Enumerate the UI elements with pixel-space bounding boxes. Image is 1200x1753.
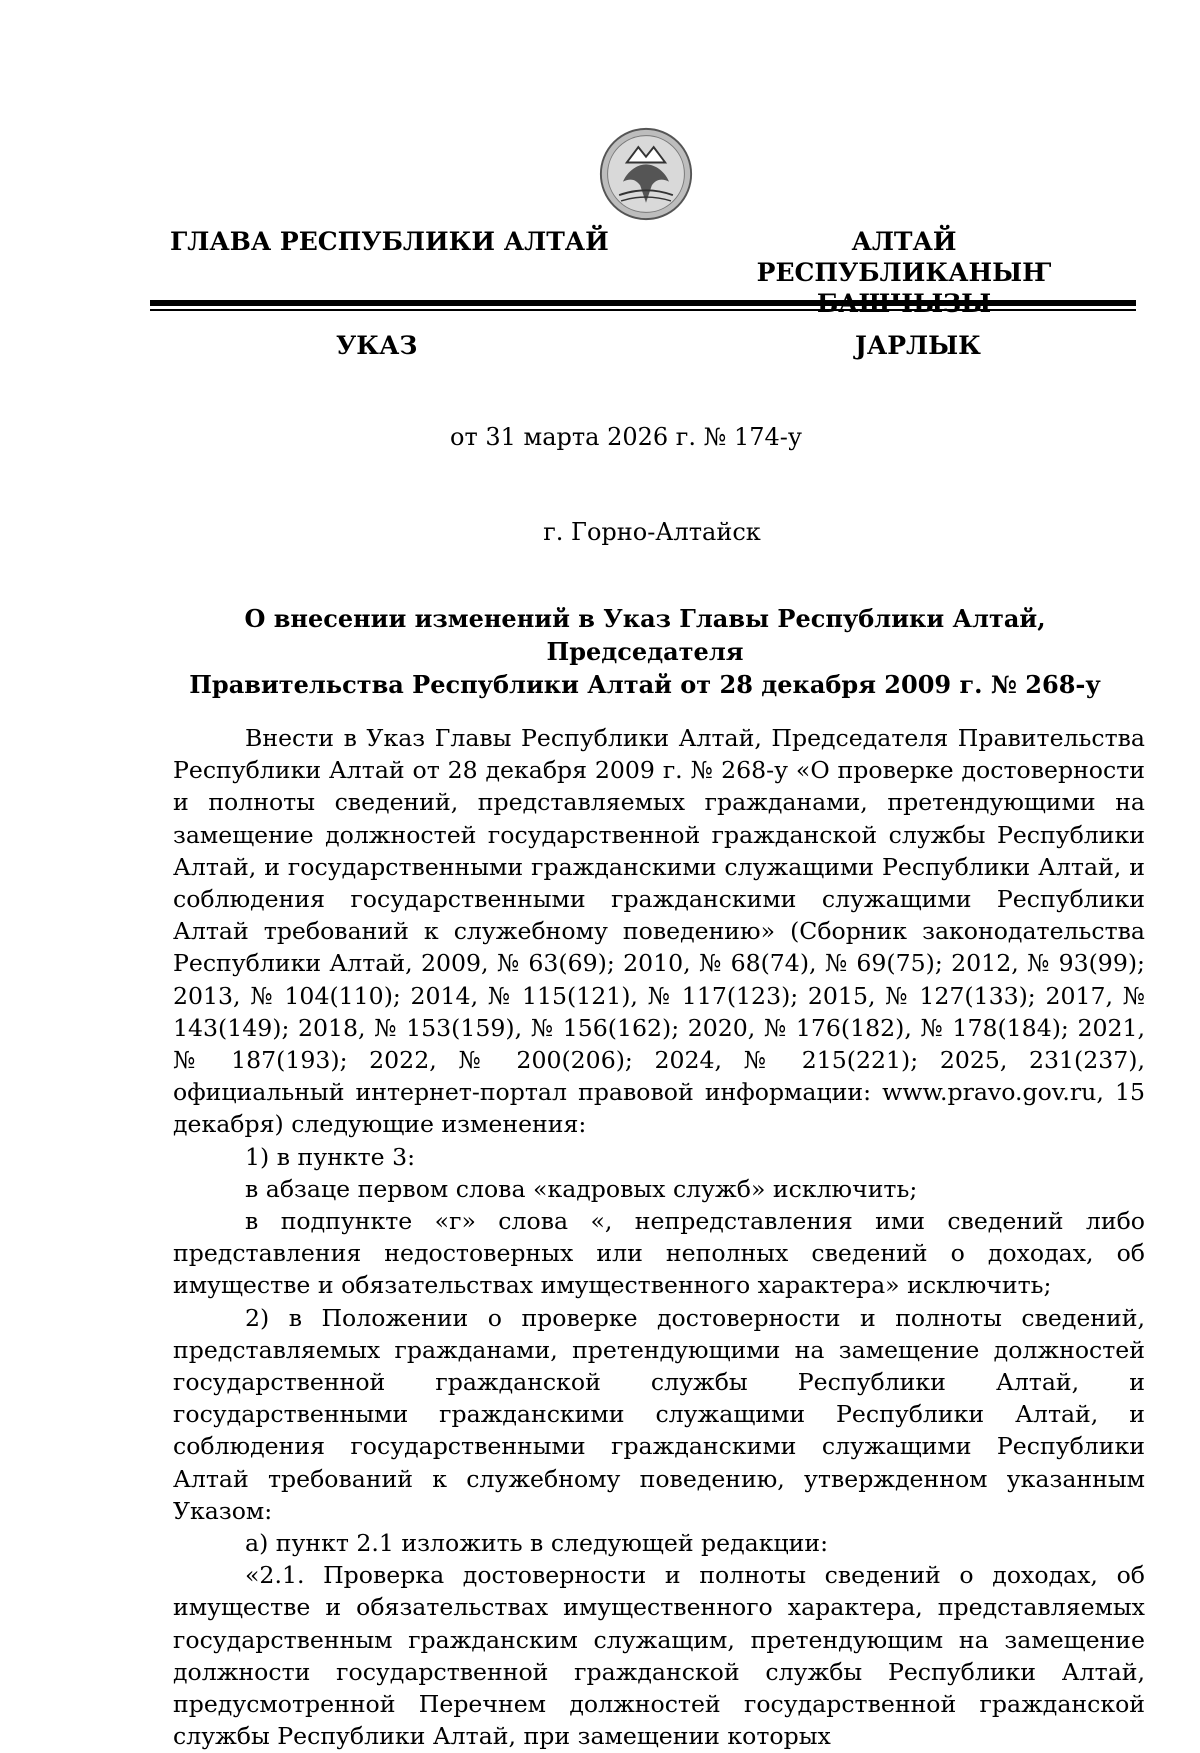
decree-label-russian: УКАЗ <box>336 331 418 360</box>
document-body <box>173 722 1145 1753</box>
body-paragraph: а) пункт 2.1 изложить в следующей редакции: <box>245 1529 829 1558</box>
decree-date-number: от 31 марта 2026 г. № 174-у <box>450 423 802 451</box>
body-paragraph: 2) в Положении о проверке достоверности и полноты сведений, представляемых гражданами, претендующими на замещение должностей государственной гражданской службы Республики Алтай, и государственными гражданскими служащими Республики Алтай, и соблюдения государственными гражданскими служащими Республики Алтай требований к служебному поведению, утвержденном указанным Указом: <box>173 1303 1145 1525</box>
document-title-line1: О внесении изменений в Указ Главы Республики Алтай, Председателя <box>244 604 1046 666</box>
body-paragraph: в подпункте «г» слова «, непредставления ими сведений либо представления недостоверных или неполных сведений о доходах, об имуществе и обязательствах имущественного характера» исключить; <box>173 1207 1145 1300</box>
body-paragraph: Внести в Указ Главы Республики Алтай, Председателя Правительства Республики Алтай от 28 декабря 2009 г. № 268-у «О проверке достоверности и полноты сведений, представляемых гражданами, претендующими на замещение должностей государственной гражданской службы Республики Алтай, и государственными гражданскими служащими Республики Алтай, и соблюдения государственными гражданскими служащими Республики Алтай требований к служебному поведению» (Сборник законодательства Республики Алтай, 2009, № 63(69); 2010, № 68(74), № 69(75); 2012, № 93(99); 2013, № 104(110); 2014, № 115(121), № 117(123); 2015, № 127(133); 2017, № 143(149); 2018, № 153(159), № 156(162); 2020, № 176(182), № 178(184); 2021, № 187(193); 2022, № 200(206); 2024, № 215(221); 2025, 231(237), официальный интернет-портал правовой информации: www.pravo.gov.ru, 15 декабря) следующие изменения: <box>173 724 1145 1139</box>
decree-label-altai: ЈАРЛЫК <box>855 331 981 360</box>
header-divider-thin <box>150 309 1136 311</box>
issuer-title-altai-line1: АЛТАЙ РЕСПУБЛИКАНЫҤ <box>756 227 1052 287</box>
body-paragraph: «2.1. Проверка достоверности и полноты сведений о доходах, об имуществе и обязательствах имущественного характера, представляемых государственным гражданским служащим, претендующим на замещение должности государственной гражданской службы Республики Алтай, предусмотренной Перечнем должностей государственной гражданской службы Республики Алтай, при замещении которых <box>173 1561 1145 1751</box>
coat-of-arms-emblem <box>598 126 694 222</box>
document-title-line2: Правительства Республики Алтай от 28 декабря 2009 г. № 268-у <box>189 670 1101 699</box>
issuer-title-russian: ГЛАВА РЕСПУБЛИКИ АЛТАЙ <box>170 227 609 256</box>
body-paragraph: в абзаце первом слова «кадровых служб» исключить; <box>245 1174 918 1203</box>
document-title <box>150 602 1140 701</box>
body-paragraph: 1) в пункте 3: <box>245 1142 416 1171</box>
decree-city: г. Горно-Алтайск <box>543 518 761 546</box>
header-divider-thick <box>150 300 1136 306</box>
